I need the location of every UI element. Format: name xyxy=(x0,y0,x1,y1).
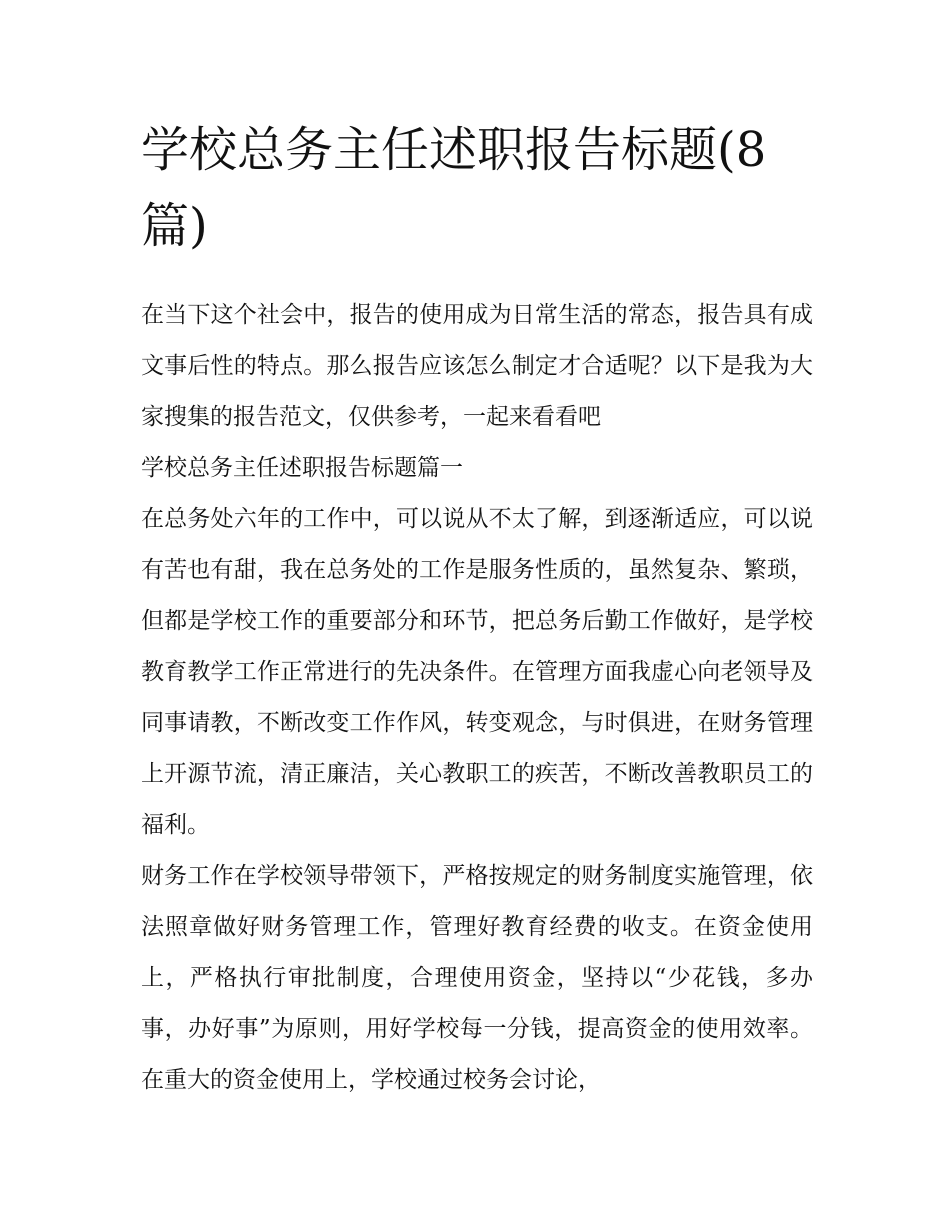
section-heading: 学校总务主任述职报告标题篇一 xyxy=(141,455,463,481)
document-title: 学校总务主任述职报告标题(8篇) xyxy=(141,122,767,254)
document-page xyxy=(141,112,813,1106)
document-body xyxy=(141,290,813,1106)
intro-paragraph: 在当下这个社会中，报告的使用成为日常生活的常态，报告具有成文事后性的特点。那么报告应该怎么制定才合适呢？以下是我为大家搜集的报告范文，仅供参考，一起来看看吧 xyxy=(141,302,813,430)
body-paragraph: 财务工作在学校领导带领下，严格按规定的财务制度实施管理，依法照章做好财务管理工作，管理好教育经费的收支。在资金使用上，严格执行审批制度，合理使用资金，坚持以“少花钱，多办事，办好事”为原则，用好学校每一分钱，提高资金的使用效率。在重大的资金使用上，学校通过校务会讨论， xyxy=(141,863,813,1093)
body-paragraph: 在总务处六年的工作中，可以说从不太了解，到逐渐适应，可以说有苦也有甜，我在总务处的工作是服务性质的，虽然复杂、繁琐，但都是学校工作的重要部分和环节，把总务后勤工作做好，是学校教育教学工作正常进行的先决条件。在管理方面我虚心向老领导及同事请教，不断改变工作作风，转变观念，与时俱进，在财务管理上开源节流，清正廉洁，关心教职工的疾苦，不断改善教职员工的福利。 xyxy=(141,506,813,838)
